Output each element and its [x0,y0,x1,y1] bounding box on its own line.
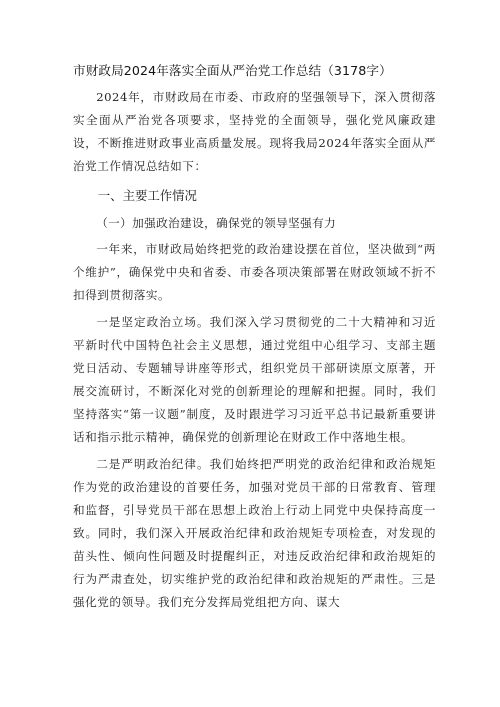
document-body [73,62,436,614]
body-paragraph-1: 一年来，市财政局始终把党的政治建设摆在首位，坚决做到“两个维护”，确保党中央和省委、市委各项决策部署在财政领域不折不扣得到贯彻落实。 [73,242,436,302]
body-paragraph-2: 一是坚定政治立场。我们深入学习贯彻党的二十大精神和习近平新时代中国特色社会主义思想，通过党组中心组学习、支部主题党日活动、专题辅导讲座等形式，组织党员干部研读原文原著，开展交流研讨，不断深化对党的创新理论的理解和把握。同时，我们坚持落实“第一议题”制度，及时跟进学习习近平总书记最新重要讲话和指示批示精神，确保党的创新理论在财政工作中落地生根。 [73,315,436,444]
body-paragraph-3: 二是严明政治纪律。我们始终把严明党的政治纪律和政治规矩作为党的政治建设的首要任务，加强对党员干部的日常教育、管理和监督，引导党员干部在思想上政治上行动上同党中央保持高度一致。同时，我们深入开展政治纪律和政治规矩专项检查，对发现的苗头性、倾向性问题及时提醒纠正，对违反政治纪律和政治规矩的行为严肃查处，切实维护党的政治纪律和政治规矩的严肃性。三是强化党的领导。我们充分发挥局党组把方向、谋大 [73,457,436,609]
intro-paragraph: 2024年，市财政局在市委、市政府的坚强领导下，深入贯彻落实全面从严治党各项要求，坚持党的全面领导，强化党风廉政建设，不断推进财政事业高质量发展。现将我局2024年落实全面从严治党工作情况总结如下： [73,90,436,173]
subsection-heading: （一）加强政治建设，确保党的领导坚强有力 [96,216,337,230]
document-title: 市财政局2024年落实全面从严治党工作总结（3178字） [73,63,392,78]
section-heading: 一、主要工作情况 [97,188,197,203]
spacer [73,178,436,182]
